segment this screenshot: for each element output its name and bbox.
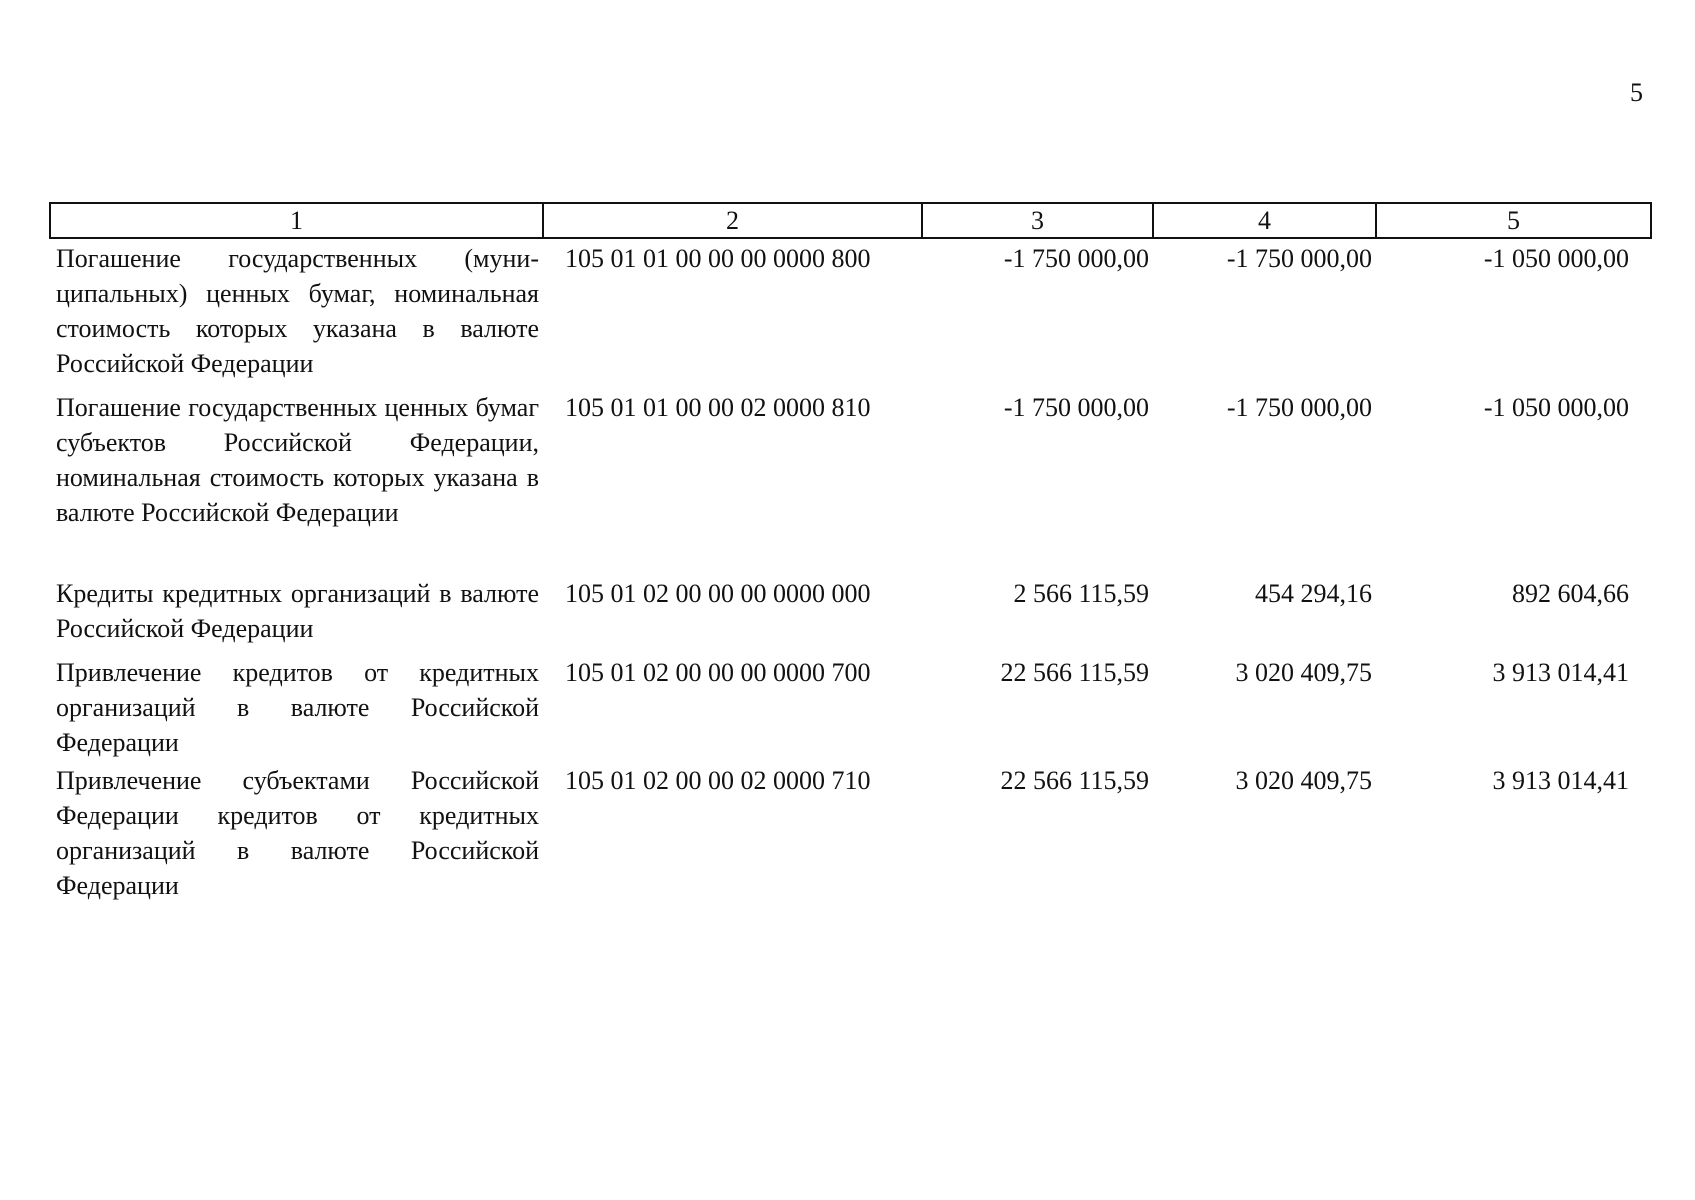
table-row (50, 761, 1651, 905)
row-value-col4: 3 020 409,75 (1235, 658, 1372, 687)
row-value-col3: 2 566 115,59 (1013, 579, 1149, 608)
column-numbers-row (50, 203, 1651, 238)
column-header-4: 4 (1153, 203, 1376, 238)
table-header (50, 203, 1651, 238)
column-header-5: 5 (1376, 203, 1651, 238)
page-number: 5 (1630, 78, 1643, 107)
table-body (50, 238, 1651, 905)
row-value-col3: -1 750 000,00 (1003, 393, 1149, 422)
row-name: Привлечение субъектами Российской Федерации кредитов от кредитных организаций в валюте Российской Федерации (56, 766, 539, 900)
column-header-2: 2 (543, 203, 922, 238)
row-value-col4: -1 750 000,00 (1226, 244, 1372, 273)
row-value-col3: 22 566 115,59 (1000, 658, 1149, 687)
budget-sources-table (49, 202, 1652, 905)
row-value-col5: -1 050 000,00 (1483, 393, 1629, 422)
row-name: Привлечение кредитов от кредитных организаций в валюте Российской Федерации (56, 658, 539, 757)
row-value-col4: 454 294,16 (1255, 579, 1372, 608)
row-value-col5: 3 913 014,41 (1492, 658, 1629, 687)
row-value-col3: -1 750 000,00 (1003, 244, 1149, 273)
row-code: 105 01 01 00 00 00 0000 800 (565, 244, 871, 273)
column-header-1: 1 (50, 203, 543, 238)
row-code: 105 01 02 00 00 00 0000 000 (565, 579, 871, 608)
row-name: Кредиты кредитных организаций в валюте Российской Федерации (56, 579, 539, 643)
column-header-3: 3 (922, 203, 1153, 238)
row-code: 105 01 01 00 00 02 0000 810 (565, 393, 871, 422)
row-value-col5: 3 913 014,41 (1492, 766, 1629, 795)
budget-sources-table-container (49, 202, 1650, 905)
row-value-col5: -1 050 000,00 (1483, 244, 1629, 273)
row-code: 105 01 02 00 00 02 0000 710 (565, 766, 871, 795)
row-value-col5: 892 604,66 (1512, 579, 1629, 608)
row-name: Погашение государственных (муни-ципальных) ценных бумаг, номинальная стоимость которых указана в валюте Российской Федерации (56, 244, 539, 378)
row-value-col4: -1 750 000,00 (1226, 393, 1372, 422)
row-value-col4: 3 020 409,75 (1235, 766, 1372, 795)
row-value-col3: 22 566 115,59 (1000, 766, 1149, 795)
table-row (50, 574, 1651, 653)
table-row (50, 388, 1651, 574)
row-code: 105 01 02 00 00 00 0000 700 (565, 658, 871, 687)
row-name: Погашение государственных ценных бумаг субъектов Российской Федерации, номинальная стоимость которых указана в валюте Российской Федерации (56, 393, 539, 527)
table-row (50, 238, 1651, 388)
table-row (50, 653, 1651, 761)
